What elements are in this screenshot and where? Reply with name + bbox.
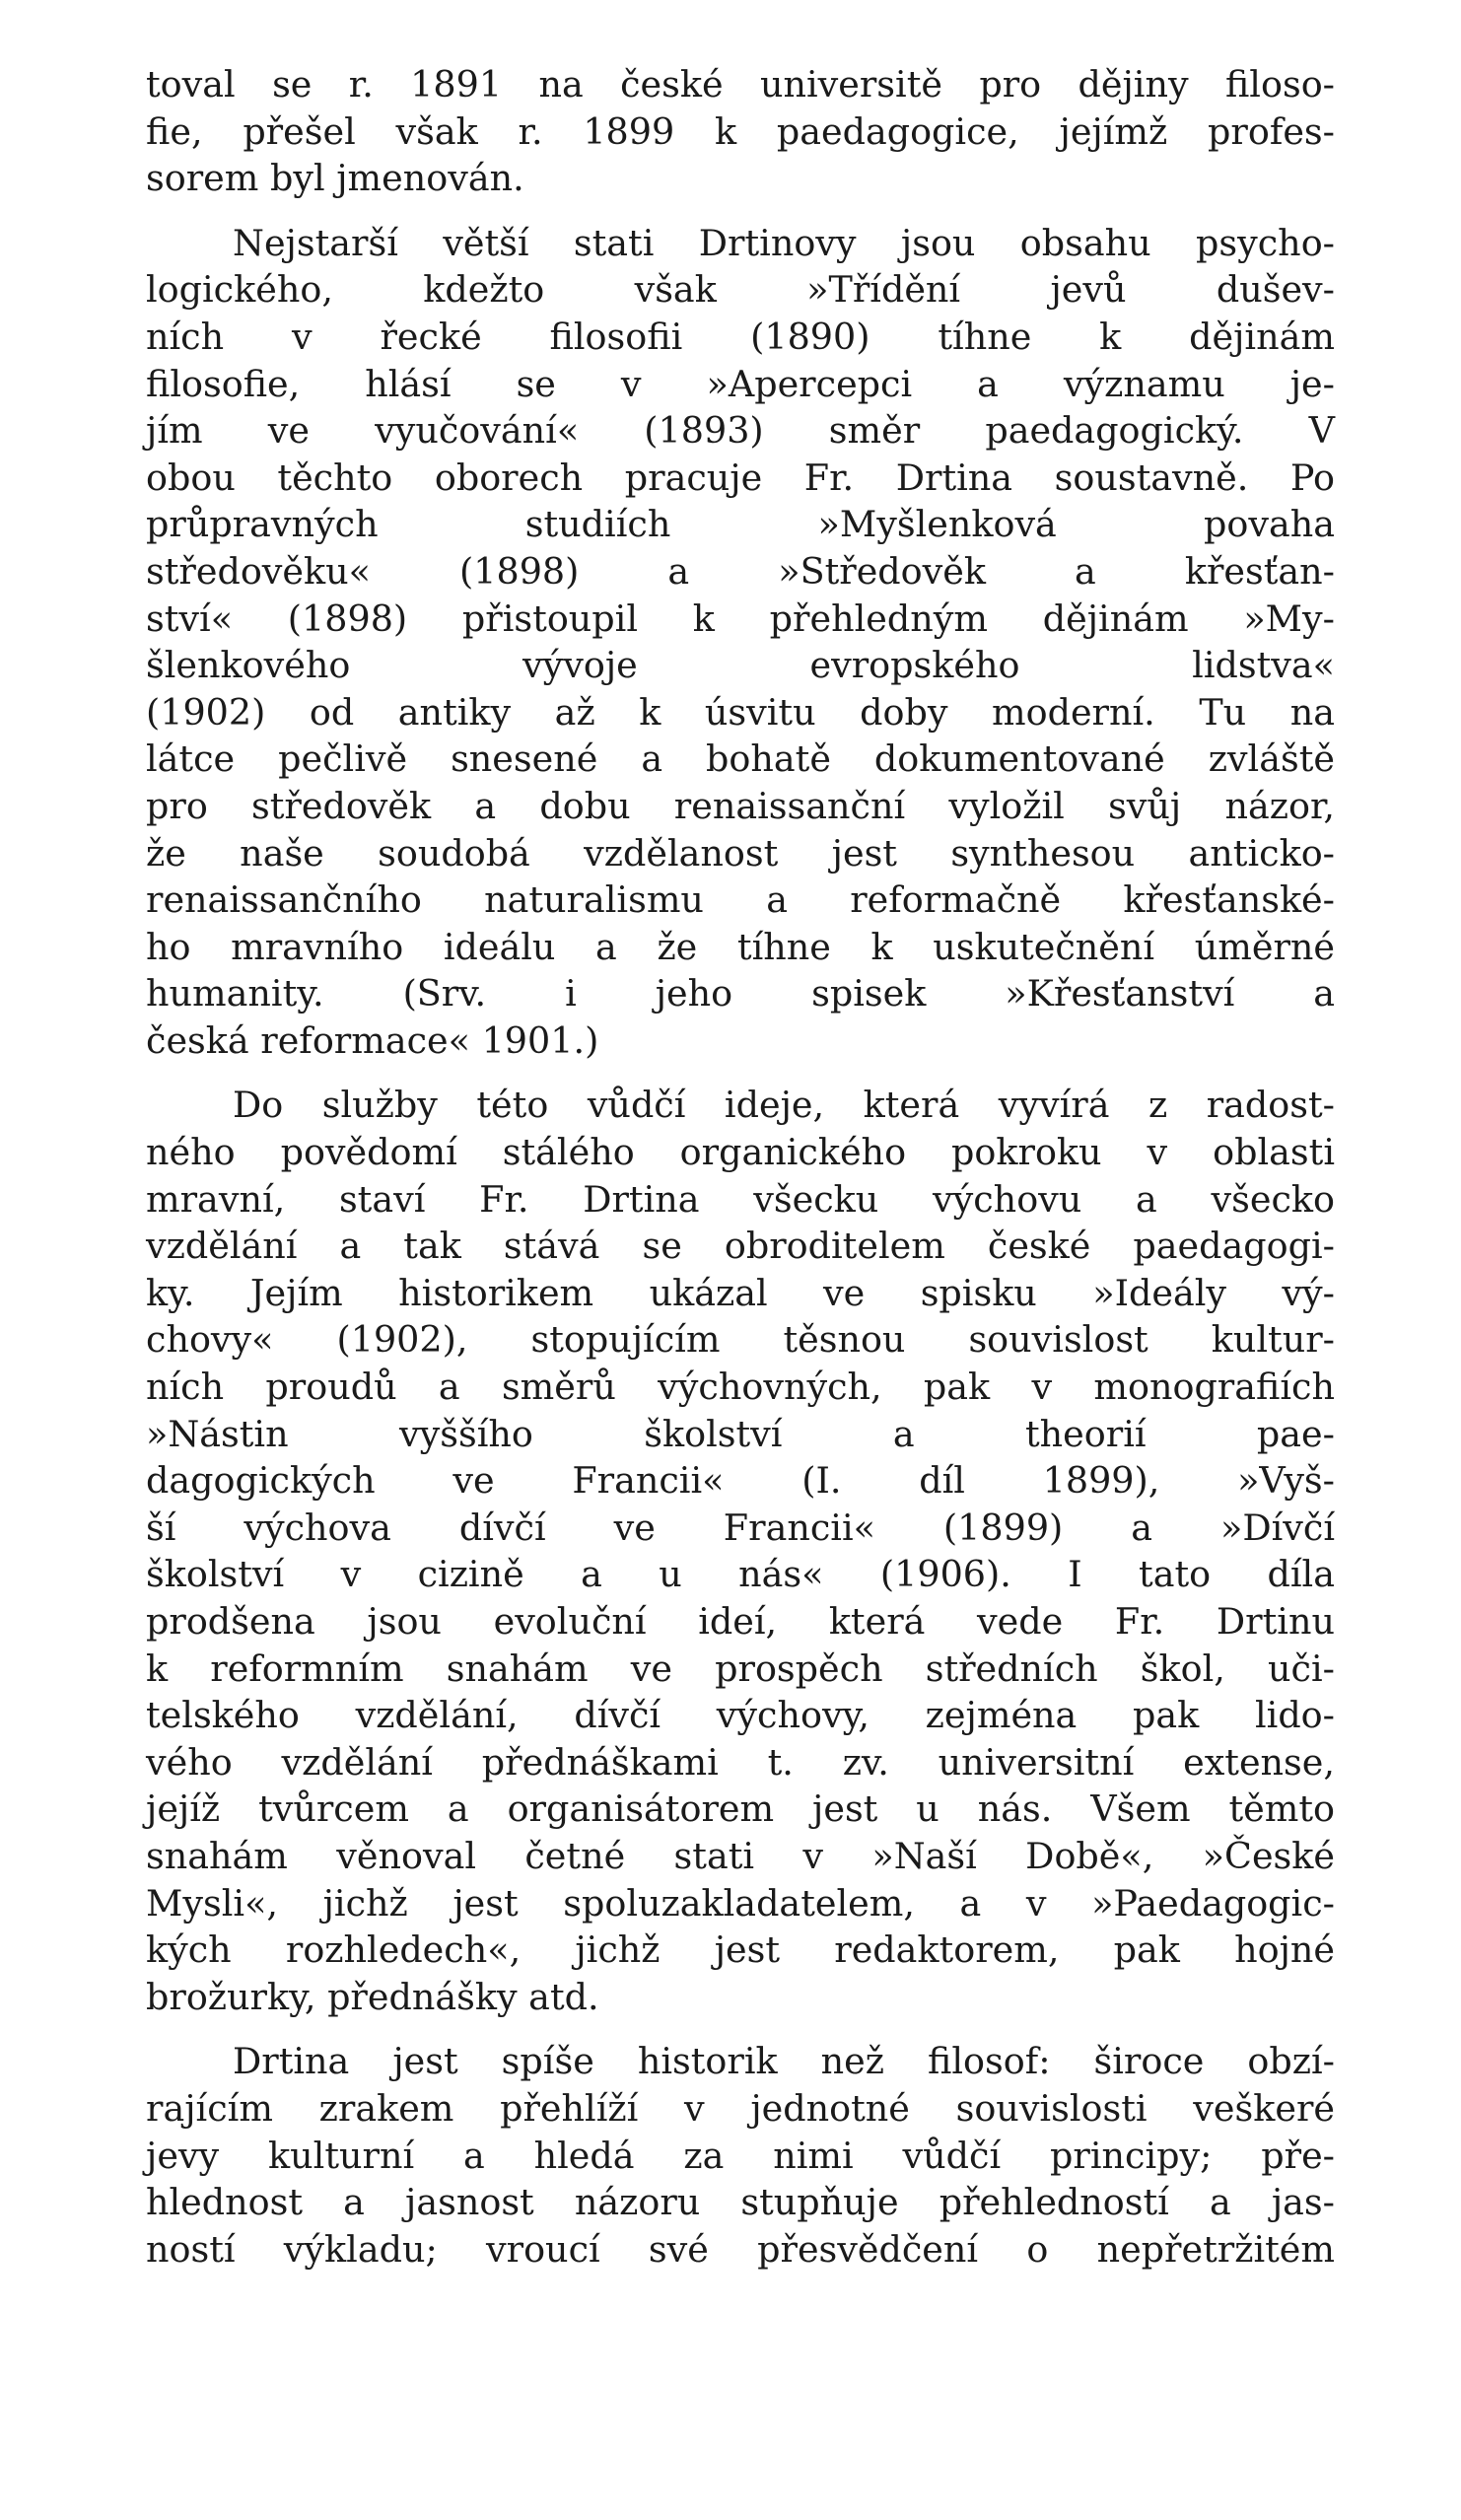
text-line: školství v cizině a u nás« (1906). I tato díla xyxy=(146,1553,1335,1596)
text-line: brožurky, přednášky atd. xyxy=(146,1975,599,2018)
text-line: Drtina jest spíše historik než filosof: široce obzí- xyxy=(233,2040,1335,2083)
text-line: telského vzdělání, dívčí výchovy, zejména pak lido- xyxy=(146,1694,1335,1737)
text-line: k reformním snahám ve prospěch středních škol, uči- xyxy=(146,1646,1335,1690)
text-line: ky. Jejím historikem ukázal ve spisku »Ideály vý- xyxy=(146,1271,1335,1314)
text-line: látce pečlivě snesené a bohatě dokumentované zvláště xyxy=(146,737,1335,781)
text-line: jejíž tvůrcem a organisátorem jest u nás. Všem těmto xyxy=(146,1787,1335,1831)
text-line: (1902) od antiky až k úsvitu doby moderní. Tu na xyxy=(146,690,1335,734)
text-line: ních proudů a směrů výchovných, pak v monografiích xyxy=(146,1365,1335,1409)
text-line: vzdělání a tak stává se obroditelem české paedagogi- xyxy=(146,1225,1335,1268)
text-line: pro středověk a dobu renaissanční vyložil svůj názor, xyxy=(146,784,1335,827)
text-line: Mysli«, jichž jest spoluzakladatelem, a v »Paedagogic- xyxy=(146,1881,1335,1925)
text-line: kých rozhledech«, jichž jest redaktorem, pak hojné xyxy=(146,1928,1335,1972)
text-line: sorem byl jmenován. xyxy=(146,157,524,200)
text-line: ností výkladu; vroucí své přesvědčení o nepřetržitém xyxy=(146,2227,1335,2271)
paragraph-4 xyxy=(146,2038,1335,2273)
text-line: jím ve vyučování« (1893) směr paedagogický. V xyxy=(146,409,1335,453)
text-line: logického, kdežto však »Třídění jevů dušev- xyxy=(146,268,1335,312)
text-line: fie, přešel však r. 1899 k paedagogice, jejímž profes- xyxy=(146,109,1335,153)
text-line: česká reformace« 1901.) xyxy=(146,1018,599,1062)
text-line: Nejstarší větší stati Drtinovy jsou obsahu psycho- xyxy=(233,221,1335,264)
text-line: obou těchto oborech pracuje Fr. Drtina soustavně. Po xyxy=(146,455,1335,499)
text-line: průpravných studiích »Myšlenková povaha xyxy=(146,503,1335,546)
document-page xyxy=(146,61,1335,2290)
paragraph-3 xyxy=(146,1082,1335,2020)
text-line: vého vzdělání přednáškami t. zv. universitní extense, xyxy=(146,1740,1335,1784)
text-line: jevy kulturní a hledá za nimi vůdčí principy; pře- xyxy=(146,2134,1335,2177)
text-line: »Nástin vyššího školství a theorií pae- xyxy=(146,1412,1335,1455)
text-line: že naše soudobá vzdělanost jest synthesou anticko- xyxy=(146,831,1335,875)
text-line: ného povědomí stálého organického pokroku v oblasti xyxy=(146,1131,1335,1174)
text-line: Do služby této vůdčí ideje, která vyvírá z radost- xyxy=(233,1084,1335,1127)
text-line: šlenkového vývoje evropského lidstva« xyxy=(146,644,1335,687)
text-line: ho mravního ideálu a že tíhne k uskutečnění úměrné xyxy=(146,925,1335,968)
text-line: snahám věnoval četné stati v »Naší Době«, »České xyxy=(146,1834,1335,1877)
text-line: prodšena jsou evoluční ideí, která vede Fr. Drtinu xyxy=(146,1600,1335,1643)
text-line: chovy« (1902), stopujícím těsnou souvislost kultur- xyxy=(146,1318,1335,1362)
text-line: rajícím zrakem přehlíží v jednotné souvislosti veškeré xyxy=(146,2086,1335,2130)
paragraph-1 xyxy=(146,61,1335,202)
text-line: středověku« (1898) a »Středověk a křesťan- xyxy=(146,549,1335,593)
text-line: filosofie, hlásí se v »Apercepci a významu je- xyxy=(146,362,1335,405)
text-line: ství« (1898) přistoupil k přehledným dějinám »My- xyxy=(146,596,1335,640)
text-line: ší výchova dívčí ve Francii« (1899) a »Dívčí xyxy=(146,1505,1335,1549)
paragraph-2 xyxy=(146,220,1335,1065)
text-line: renaissančního naturalismu a reformačně křesťanské- xyxy=(146,878,1335,922)
text-line: dagogických ve Francii« (I. díl 1899), »Vyš- xyxy=(146,1459,1335,1503)
text-line: humanity. (Srv. i jeho spisek »Křesťanství a xyxy=(146,972,1335,1015)
text-line: toval se r. 1891 na české universitě pro dějiny filoso- xyxy=(146,63,1335,105)
text-line: mravní, staví Fr. Drtina všecku výchovu a všecko xyxy=(146,1177,1335,1221)
text-line: hlednost a jasnost názoru stupňuje přehledností a jas- xyxy=(146,2181,1335,2224)
text-line: ních v řecké filosofii (1890) tíhne k dějinám xyxy=(146,315,1335,358)
